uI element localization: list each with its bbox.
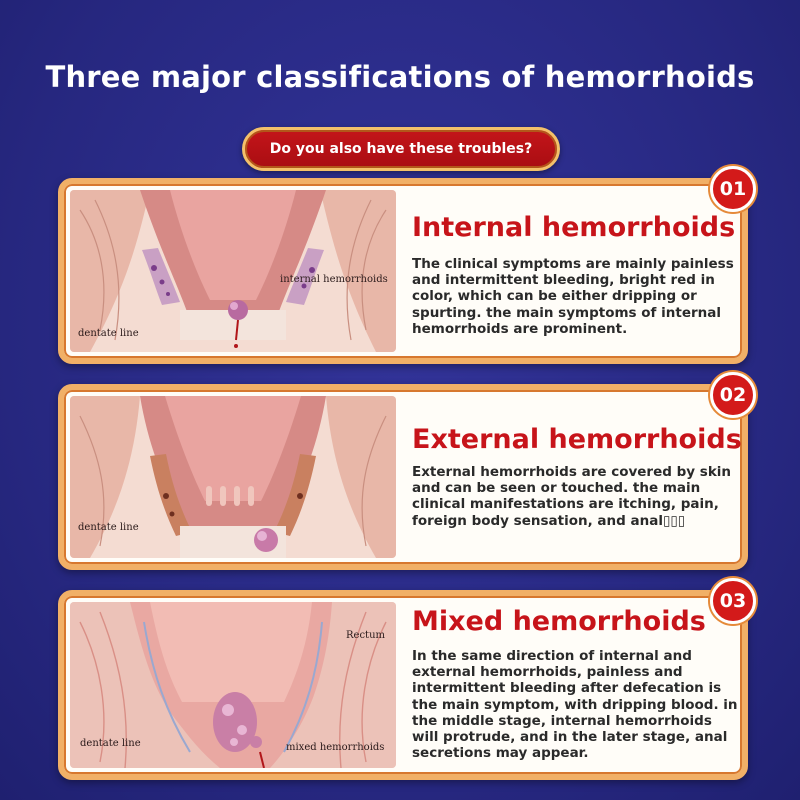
card-description: In the same direction of internal and external hemorrhoids, painless and intermittent bleeding after defecation is the main symptom, with dripping blood. in the middle stage, internal hemorrhoids will protrude, and in the later stage, anal secretions may appear. <box>412 648 738 762</box>
number-badge: 02 <box>710 372 756 418</box>
mixed-hemorrhoids-illustration <box>70 602 396 768</box>
card-title: External hemorrhoids <box>412 424 742 455</box>
card-title: Internal hemorrhoids <box>412 212 736 243</box>
card-internal-hemorrhoids <box>58 178 748 364</box>
mixed-hemorrhoids-label: mixed hemorrhoids <box>286 742 385 753</box>
external-hemorrhoids-illustration <box>70 396 396 558</box>
card-mixed-hemorrhoids <box>58 590 748 780</box>
dentate-line-label: dentate line <box>78 328 139 339</box>
subtitle-banner: Do you also have these troubles? <box>242 127 560 171</box>
card-description: External hemorrhoids are covered by skin and can be seen or touched. the main clinical manifestations are itching, pain, foreign body sensation, and anal▯▯▯ <box>412 464 732 529</box>
card-external-hemorrhoids <box>58 384 748 570</box>
card-title: Mixed hemorrhoids <box>412 606 706 637</box>
dentate-line-label: dentate line <box>78 522 139 533</box>
internal-hemorrhoids-label: internal hemorrhoids <box>280 274 388 285</box>
internal-hemorrhoids-illustration <box>70 190 396 352</box>
number-badge: 01 <box>710 166 756 212</box>
dentate-line-label: dentate line <box>80 738 141 749</box>
card-description: The clinical symptoms are mainly painless and intermittent bleeding, bright red in color, which can be either dripping or spurting. the main symptoms of internal hemorrhoids are prominent. <box>412 256 734 337</box>
rectum-label: Rectum <box>346 630 385 641</box>
page-title: Three major classifications of hemorrhoids <box>45 60 755 94</box>
number-badge: 03 <box>710 578 756 624</box>
